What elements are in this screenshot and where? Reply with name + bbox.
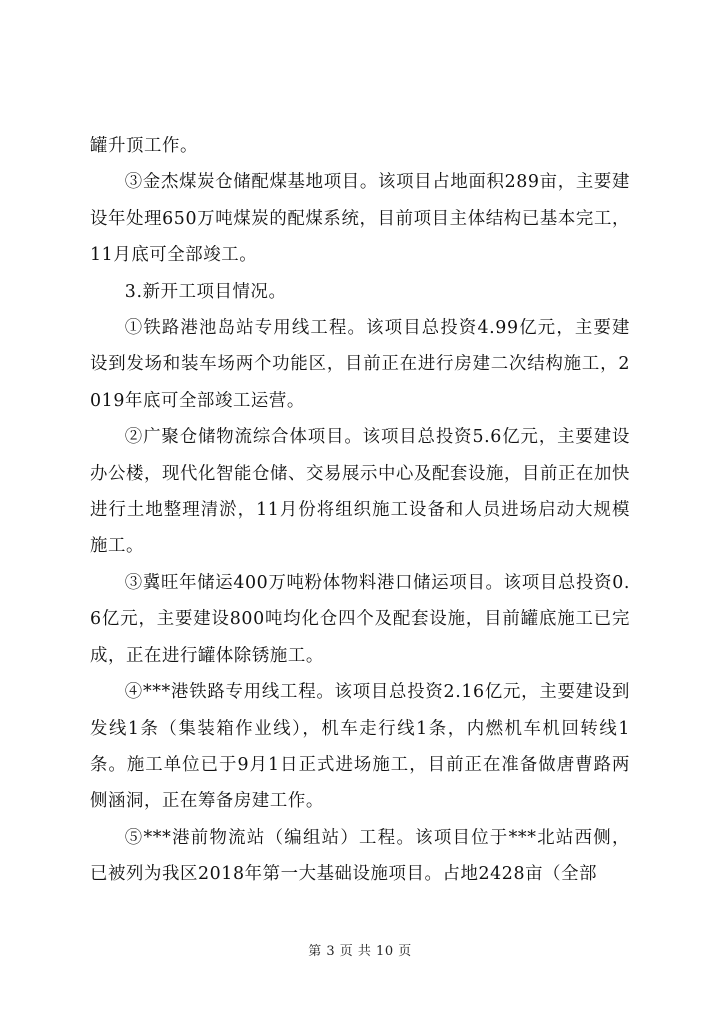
section-heading-new-projects: 3.新开工项目情况。 [124,281,287,302]
paragraph-port-logistics-station: ⑤***港前物流站（编组站）工程。该项目位于***北站西侧，已被列为我区2018年第一大基础设施项目。占地2428亩（全部 [90,827,630,885]
paragraph-jinjie-coal-project: ③金杰煤炭仓储配煤基地项目。该项目占地面积289亩，主要建设年处理650万吨煤炭的配煤系统，目前项目主体结构已基本完工，11月底可全部竣工。 [90,172,630,266]
paragraph-port-railway-line: ④***港铁路专用线工程。该项目总投资2.16亿元，主要建设到发线1条（集装箱作业线），机车走行线1条，内燃机车机回转线1条。施工单位已于9月1日正式进场施工，目前正在准备做唐曹路两侧涵洞，正在筹备房建工作。 [90,682,630,812]
paragraph-guangju-logistics: ②广聚仓储物流综合体项目。该项目总投资5.6亿元，主要建设办公楼，现代化智能仓储、交易展示中心及配套设施，目前正在加快进行土地整理清淤，11月份将组织施工设备和人员进场启动大规模施工。 [90,427,630,557]
page-number-footer: 第 3 页 共 10 页 [308,944,412,959]
paragraph-jiwang-storage: ③冀旺年储运400万吨粉体物料港口储运项目。该项目总投资0.6亿元，主要建设800吨均化仓四个及配套设施，目前罐底施工已完成，正在进行罐体除锈施工。 [90,572,630,666]
document-body [90,128,630,893]
paragraph-railway-chidao-station: ①铁路港池岛站专用线工程。该项目总投资4.99亿元，主要建设到发场和装车场两个功能区，目前正在进行房建二次结构施工，2019年底可全部竣工运营。 [90,318,630,411]
paragraph-continuation: 罐升顶工作。 [90,136,198,156]
